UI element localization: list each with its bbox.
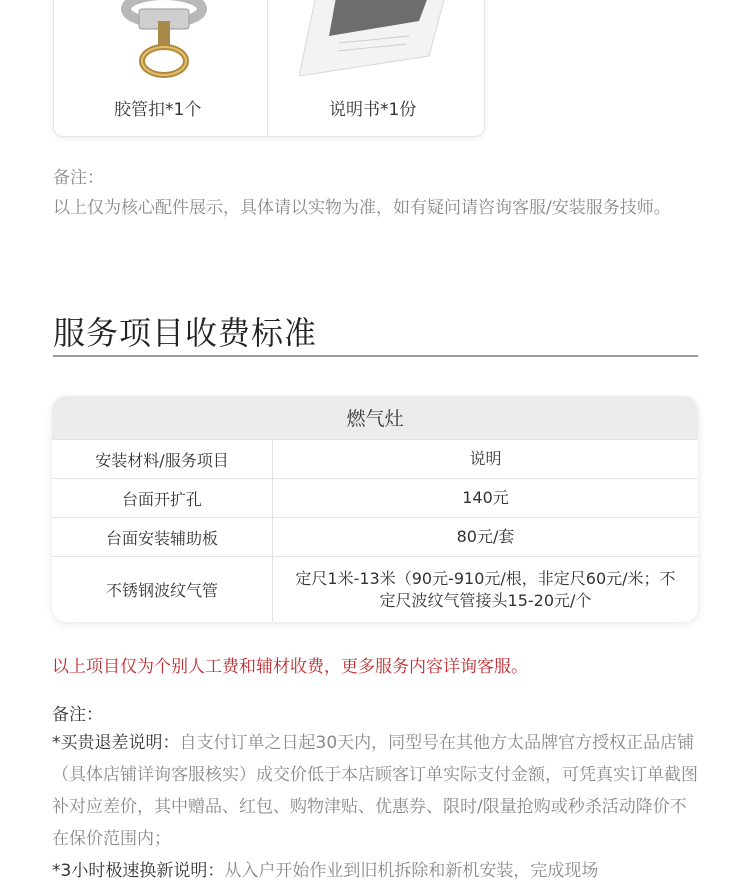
accessory-label: 说明书*1份 <box>329 100 417 120</box>
table-row <box>52 556 698 622</box>
manual-logo <box>349 0 381 1</box>
section-title: 服务项目收费标准 <box>53 314 318 352</box>
remark-text: 从入户开始作业到旧机拆除和新机安装，完成现场 <box>224 861 599 881</box>
table-cell-item: 台面开扩孔 <box>52 479 273 517</box>
table-cell-item: 不锈钢波纹气管 <box>52 557 273 622</box>
column-header: 安装材料/服务项目 <box>52 440 273 478</box>
note-heading: 备注： <box>53 168 104 188</box>
remark-item <box>52 727 702 855</box>
fee-disclaimer: 以上项目仅为个别人工费和辅材收费，更多服务内容详询客服。 <box>52 657 528 677</box>
accessories-divider <box>267 0 268 136</box>
manual-image <box>299 0 449 76</box>
table-cell-desc: 80元/套 <box>456 527 515 546</box>
note-text: 以上仅为核心配件展示，具体请以实物为准，如有疑问请咨询客服/安装服务技师。 <box>53 198 671 218</box>
accessory-label: 胶管扣*1个 <box>114 100 202 120</box>
section-divider <box>53 355 698 357</box>
table-row <box>52 517 698 556</box>
table-title: 燃气灶 <box>52 396 698 439</box>
service-fee-table <box>52 396 698 622</box>
column-header: 说明 <box>469 449 502 468</box>
table-cell-item: 台面安装辅助板 <box>52 518 273 556</box>
remarks-heading: 备注： <box>52 705 103 725</box>
table-row <box>52 478 698 517</box>
remark-item <box>52 855 702 887</box>
accessories-card <box>53 0 485 137</box>
remark-lead: *3小时极速换新说明： <box>52 861 225 881</box>
table-header-row <box>52 439 698 478</box>
remark-text: 自支付订单之日起30天内，同型号在其他方太品牌官方授权正品店铺（具体店铺详询客服核实）成交价低于本店顾客订单实际支付金额，可凭真实订单截图补对应差价，其中赠品、红包、购物津贴、优惠券、限时/限量抢购或秒杀活动降价不在保价范围内； <box>52 733 698 849</box>
hose-clamp-image <box>94 0 234 81</box>
table-cell-desc: 定尺1米-13米（90元-910元/根，非定尺60元/米；不定尺波纹气管接头15-20元/个 <box>295 568 676 610</box>
table-cell-desc: 140元 <box>462 488 509 507</box>
remark-lead: *买贵退差说明： <box>52 733 180 753</box>
remarks-list <box>52 727 702 887</box>
